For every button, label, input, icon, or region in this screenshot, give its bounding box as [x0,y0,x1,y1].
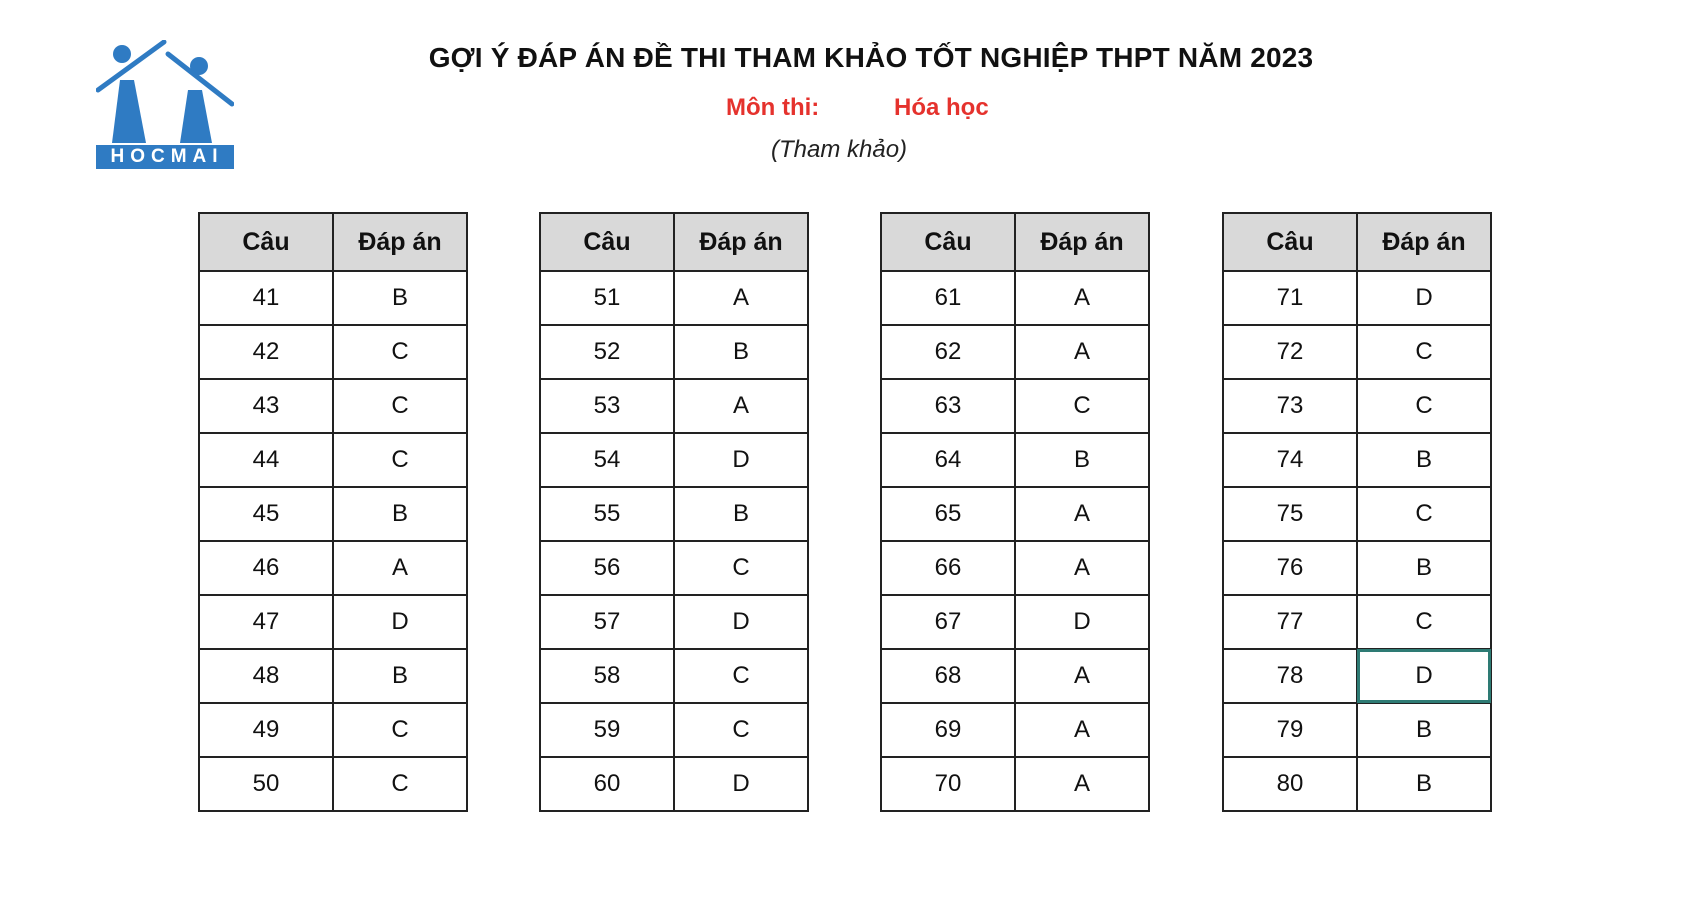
answer-cell[interactable]: D [1357,271,1491,325]
column-header-answer: Đáp án [1357,213,1491,271]
table-row [199,703,467,757]
question-number-cell[interactable]: 41 [199,271,333,325]
column-header-answer: Đáp án [1015,213,1149,271]
table-row [540,433,808,487]
table-row [881,757,1149,811]
table-header-row [881,213,1149,271]
table-row [540,649,808,703]
table-row [199,271,467,325]
table-row [199,325,467,379]
answer-cell[interactable]: B [674,487,808,541]
table-body [881,271,1149,811]
question-number-cell[interactable]: 60 [540,757,674,811]
question-number-cell[interactable]: 61 [881,271,1015,325]
column-header-question: Câu [881,213,1015,271]
answer-cell[interactable]: B [1357,703,1491,757]
question-number-cell[interactable]: 66 [881,541,1015,595]
table-row [881,703,1149,757]
table-row [540,541,808,595]
table-row [540,487,808,541]
answer-cell[interactable]: C [674,541,808,595]
question-number-cell[interactable]: 70 [881,757,1015,811]
table-row [199,541,467,595]
table-row [540,757,808,811]
answer-cell[interactable]: C [1015,379,1149,433]
table-row [881,649,1149,703]
table-row [540,325,808,379]
answer-cell[interactable]: A [1015,541,1149,595]
answer-cell[interactable]: B [333,649,467,703]
question-number-cell[interactable]: 76 [1223,541,1357,595]
table-header-row [540,213,808,271]
table-row [881,433,1149,487]
page-title [0,42,1682,74]
table-row [881,271,1149,325]
answer-cell[interactable]: B [1357,433,1491,487]
answer-cell[interactable]: C [333,703,467,757]
answer-table-1 [198,212,468,812]
question-number-cell[interactable]: 50 [199,757,333,811]
question-number-cell[interactable]: 63 [881,379,1015,433]
table-row [1223,325,1491,379]
question-number-cell[interactable]: 69 [881,703,1015,757]
table-row [1223,433,1491,487]
answer-cell[interactable]: B [1357,757,1491,811]
answer-cell-selected[interactable]: D [1357,649,1491,703]
answer-cell[interactable]: D [1015,595,1149,649]
answer-cell[interactable]: B [674,325,808,379]
question-number-cell[interactable]: 46 [199,541,333,595]
table-row [199,379,467,433]
question-number-cell[interactable]: 58 [540,649,674,703]
table-row [199,757,467,811]
question-number-cell[interactable]: 72 [1223,325,1357,379]
table-row [881,325,1149,379]
answer-cell[interactable]: C [333,433,467,487]
table-row [1223,487,1491,541]
table-row [1223,541,1491,595]
question-number-cell[interactable]: 74 [1223,433,1357,487]
table-row [881,379,1149,433]
table-row [1223,757,1491,811]
answer-cell[interactable]: A [1015,325,1149,379]
question-number-cell[interactable]: 65 [881,487,1015,541]
question-number-cell[interactable]: 79 [1223,703,1357,757]
answer-cell[interactable]: B [1357,541,1491,595]
answer-cell[interactable]: A [1015,757,1149,811]
table-body [199,271,467,811]
answer-cell[interactable]: C [1357,487,1491,541]
column-header-question: Câu [199,213,333,271]
table-row [540,379,808,433]
question-number-cell[interactable]: 47 [199,595,333,649]
table-row [199,487,467,541]
table-row [1223,649,1491,703]
question-number-cell[interactable]: 52 [540,325,674,379]
question-number-cell[interactable]: 56 [540,541,674,595]
answer-cell[interactable]: D [674,595,808,649]
table-row [881,541,1149,595]
column-header-answer: Đáp án [333,213,467,271]
question-number-cell[interactable]: 42 [199,325,333,379]
question-number-cell[interactable]: 64 [881,433,1015,487]
question-number-cell[interactable]: 59 [540,703,674,757]
answer-cell[interactable]: A [674,271,808,325]
answer-cell[interactable]: C [1357,325,1491,379]
table-row [1223,703,1491,757]
answer-cell[interactable]: D [674,757,808,811]
table-row [199,595,467,649]
table-body [1223,271,1491,811]
table-header-row [199,213,467,271]
question-number-cell[interactable]: 67 [881,595,1015,649]
question-number-cell[interactable]: 43 [199,379,333,433]
answer-cell[interactable]: B [333,487,467,541]
answer-cell[interactable]: D [674,433,808,487]
answer-cell[interactable]: A [674,379,808,433]
table-row [1223,271,1491,325]
table-row [1223,595,1491,649]
column-header-answer: Đáp án [674,213,808,271]
logo-wordmark: HOCMAI [96,145,234,169]
answer-cell[interactable]: B [333,271,467,325]
question-number-cell[interactable]: 71 [1223,271,1357,325]
answer-cell[interactable]: A [1015,703,1149,757]
table-header-row [1223,213,1491,271]
answer-cell[interactable]: C [1357,595,1491,649]
question-number-cell[interactable]: 51 [540,271,674,325]
subject-label: Môn thi: [726,94,820,121]
answer-cell[interactable]: C [333,379,467,433]
table-row [881,595,1149,649]
answer-cell[interactable]: C [333,757,467,811]
question-number-cell[interactable]: 49 [199,703,333,757]
question-number-cell[interactable]: 48 [199,649,333,703]
answer-cell[interactable]: C [674,703,808,757]
question-number-cell[interactable]: 55 [540,487,674,541]
answer-cell[interactable]: C [674,649,808,703]
question-number-cell[interactable]: 53 [540,379,674,433]
answer-table-3 [880,212,1150,812]
question-number-cell[interactable]: 57 [540,595,674,649]
table-row [199,433,467,487]
answer-cell[interactable]: C [333,325,467,379]
column-header-question: Câu [540,213,674,271]
answer-cell[interactable]: A [333,541,467,595]
table-row [540,271,808,325]
answer-cell[interactable]: A [1015,271,1149,325]
table-row [540,595,808,649]
question-number-cell[interactable]: 44 [199,433,333,487]
table-row [1223,379,1491,433]
question-number-cell[interactable]: 54 [540,433,674,487]
question-number-cell[interactable]: 80 [1223,757,1357,811]
answer-table-4 [1222,212,1492,812]
subject-value: Hóa học [894,94,989,121]
answer-cell[interactable]: B [1015,433,1149,487]
question-number-cell[interactable]: 78 [1223,649,1357,703]
table-row [199,649,467,703]
table-row [881,487,1149,541]
reference-note: (Tham khảo) [771,136,908,163]
question-number-cell[interactable]: 77 [1223,595,1357,649]
answer-cell[interactable]: A [1015,649,1149,703]
question-number-cell[interactable]: 75 [1223,487,1357,541]
question-number-cell[interactable]: 68 [881,649,1015,703]
column-header-question: Câu [1223,213,1357,271]
answer-table-2 [539,212,809,812]
answer-cell[interactable]: A [1015,487,1149,541]
table-row [540,703,808,757]
question-number-cell[interactable]: 73 [1223,379,1357,433]
table-body [540,271,808,811]
question-number-cell[interactable]: 62 [881,325,1015,379]
answer-cell[interactable]: D [333,595,467,649]
question-number-cell[interactable]: 45 [199,487,333,541]
page-title-text: GỢI Ý ĐÁP ÁN ĐỀ THI THAM KHẢO TỐT NGHIỆP THPT NĂM 2023 [428,42,1314,73]
answer-cell[interactable]: C [1357,379,1491,433]
